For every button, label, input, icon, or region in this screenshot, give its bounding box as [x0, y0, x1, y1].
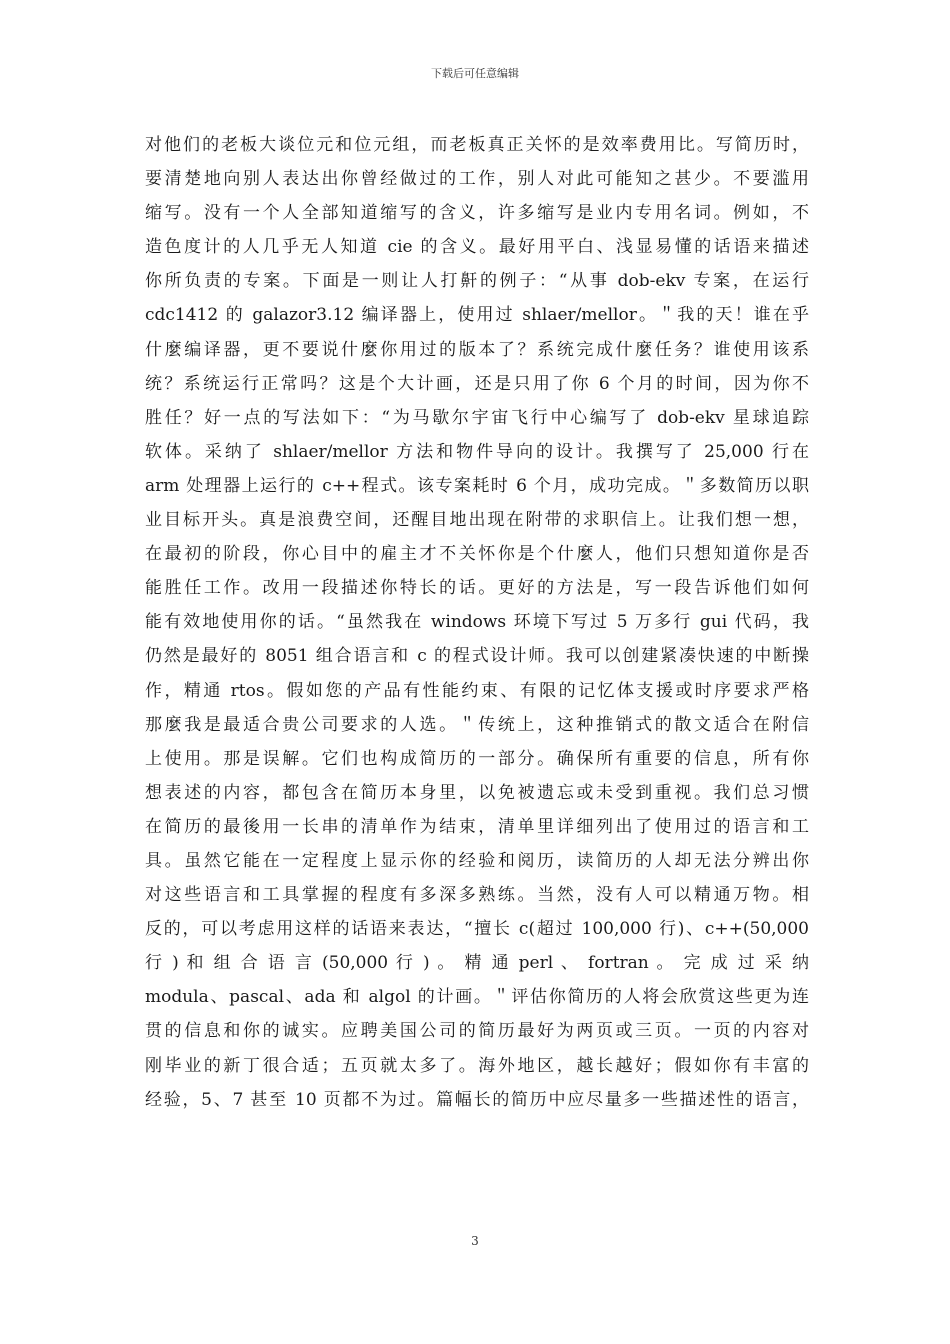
text-line: 什麼编译器，更不要说什麼你用过的版本了？系统完成什麼任务？谁使用该系: [145, 339, 809, 360]
text-line: 行 ) 和 组 合 语 言 (50,000 行 ) 。 精 通 perl 、 fortran 。 完 成 过 采 纳: [145, 953, 809, 974]
text-line: 刚毕业的新丁很合适；五页就太多了。海外地区，越长越好；假如你有丰富的: [145, 1055, 809, 1076]
text-line: 对他们的老板大谈位元和位元组，而老板真正关怀的是效率费用比。写简历时，: [145, 135, 809, 155]
text-line: arm 处理器上运行的 c++程式。该专案耗时 6 个月，成功完成。＂多数简历以职: [145, 475, 809, 496]
text-line: modula、pascal、ada 和 algol 的计画。＂评估你简历的人将会欣赏这些更为连: [145, 987, 809, 1008]
text-line: 那麼我是最适合贵公司要求的人选。＂传统上，这种推销式的散文适合在附信: [145, 714, 809, 735]
text-line: 仍然是最好的 8051 组合语言和 c 的程式设计师。我可以创建紧凑快速的中断操: [145, 646, 809, 667]
text-line: 上使用。那是误解。它们也构成简历的一部分。确保所有重要的信息，所有你: [145, 748, 809, 769]
text-line: 统？系统运行正常吗？这是个大计画，还是只用了你 6 个月的时间，因为你不: [145, 373, 809, 394]
body-text: [145, 128, 809, 1117]
text-line: 经验，5、7 甚至 10 页都不为过。篇幅长的简历中应尽量多一些描述性的语言，: [145, 1089, 809, 1110]
text-line: 作，精通 rtos。假如您的产品有性能约束、有限的记忆体支援或时序要求严格: [145, 680, 809, 701]
text-line: 能有效地使用你的话。“虽然我在 windows 环境下写过 5 万多行 gui 代码，我: [145, 612, 809, 633]
text-line: 业目标开头。真是浪费空间，还醒目地出现在附带的求职信上。让我们想一想，: [145, 510, 809, 531]
text-line: 软体。采纳了 shlaer/mellor 方法和物件导向的设计。我撰写了 25,000 行在: [145, 441, 809, 462]
text-line: cdc1412 的 galazor3.12 编译器上，使用过 shlaer/mellor。＂我的天！谁在乎: [145, 305, 809, 326]
page-header: 下载后可任意编辑: [431, 67, 519, 80]
text-line: 你所负责的专案。下面是一则让人打鼾的例子：“从事 dob-ekv 专案，在运行: [145, 271, 809, 292]
text-line: 贯的信息和你的诚实。应聘美国公司的简历最好为两页或三页。一页的内容对: [145, 1021, 809, 1042]
text-line: 想表述的内容，都包含在简历本身里，以免被遗忘或未受到重视。我们总习惯: [145, 782, 809, 803]
text-line: 能胜任工作。改用一段描述你特长的话。更好的方法是，写一段告诉他们如何: [145, 578, 809, 599]
text-line: 胜任？好一点的写法如下：“为马歇尔宇宙飞行中心编写了 dob-ekv 星球追踪: [145, 407, 809, 428]
text-line: 要清楚地向别人表达出你曾经做过的工作，别人对此可能知之甚少。不要滥用: [145, 169, 809, 190]
text-line: 具。虽然它能在一定程度上显示你的经验和阅历，读简历的人却无法分辨出你: [145, 850, 809, 871]
text-line: 缩写。没有一个人全部知道缩写的含义，许多缩写是业内专用名词。例如，不: [145, 203, 809, 224]
text-line: 造色度计的人几乎无人知道 cie 的含义。最好用平白、浅显易懂的话语来描述: [145, 237, 809, 258]
text-line: 在最初的阶段，你心目中的雇主才不关怀你是个什麼人，他们只想知道你是否: [145, 544, 809, 565]
text-line: 反的，可以考虑用这样的话语来表达，“擅长 c(超过 100,000 行)、c++(50,000: [145, 919, 809, 940]
page-number: 3: [471, 1234, 479, 1248]
text-line: 对这些语言和工具掌握的程度有多深多熟练。当然，没有人可以精通万物。相: [145, 885, 809, 906]
text-line: 在简历的最後用一长串的清单作为结束，清单里详细列出了使用过的语言和工: [145, 816, 809, 837]
